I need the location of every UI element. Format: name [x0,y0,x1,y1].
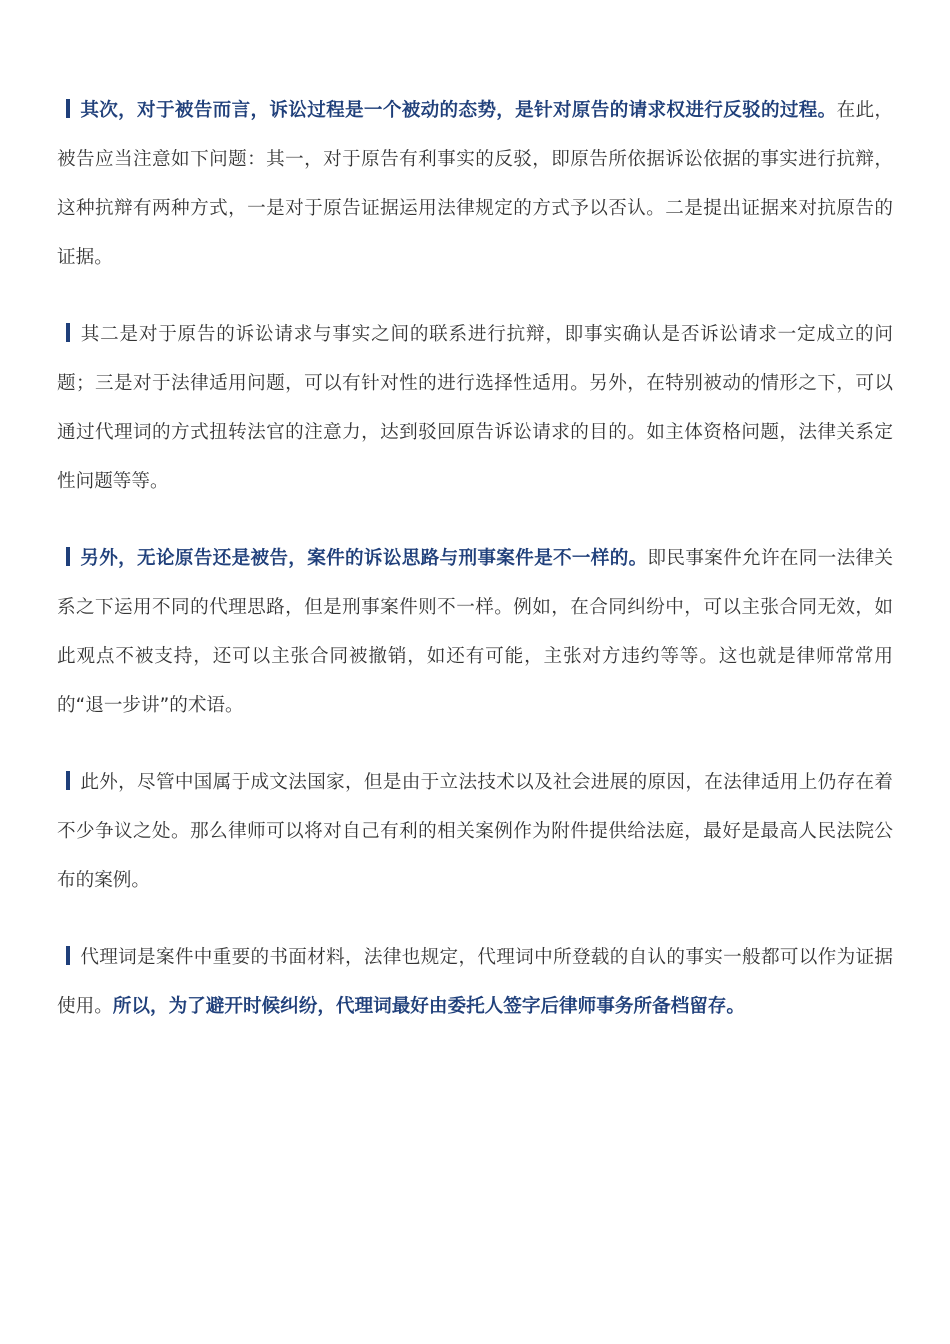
paragraph-1-bold-lead: 其次，对于被告而言，诉讼过程是一个被动的态势，是针对原告的请求权进行反驳的过程。 [80,100,837,121]
paragraph-marker [66,547,70,566]
paragraph-2 [57,310,893,506]
paragraph-5 [57,933,893,1031]
paragraph-marker [66,99,70,118]
paragraph-1 [57,86,893,282]
paragraph-3 [57,534,893,730]
paragraph-4-text: 此外，尽管中国属于成文法国家，但是由于立法技术以及社会进展的原因，在法律适用上仍存在着不少争议之处。那么律师可以将对自己有利的相关案例作为附件提供给法庭，最好是最高人民法院公布的案例。 [57,772,893,891]
paragraph-5-bold-tail: 所以，为了避开时候纠纷，代理词最好由委托人签字后律师事务所备档留存。 [112,996,745,1017]
paragraph-4 [57,758,893,905]
paragraph-3-text: 即民事案件允许在同一法律关系之下运用不同的代理思路，但是刑事案件则不一样。例如，在合同纠纷中，可以主张合同无效，如此观点不被支持，还可以主张合同被撤销，如还有可能，主张对方违约等等。这也就是律师常常用的“退一步讲”的术语。 [57,548,893,716]
document-body [57,86,893,1059]
paragraph-marker [66,946,70,965]
paragraph-5-text: 代理词是案件中重要的书面材料，法律也规定，代理词中所登载的自认的事实一般都可以作为证据使用。 [57,947,893,1017]
paragraph-3-bold-lead: 另外，无论原告还是被告，案件的诉讼思路与刑事案件是不一样的。 [80,548,648,569]
paragraph-1-text: 在此，被告应当注意如下问题：其一，对于原告有利事实的反驳，即原告所依据诉讼依据的事实进行抗辩，这种抗辩有两种方式，一是对于原告证据运用法律规定的方式予以否认。二是提出证据来对抗原告的证据。 [57,100,893,268]
paragraph-2-text: 其二是对于原告的诉讼请求与事实之间的联系进行抗辩，即事实确认是否诉讼请求一定成立的问题；三是对于法律适用问题，可以有针对性的进行选择性适用。另外，在特别被动的情形之下，可以通过代理词的方式扭转法官的注意力，达到驳回原告诉讼请求的目的。如主体资格问题，法律关系定性问题等等。 [57,324,893,492]
paragraph-marker [66,323,70,342]
paragraph-marker [66,771,70,790]
